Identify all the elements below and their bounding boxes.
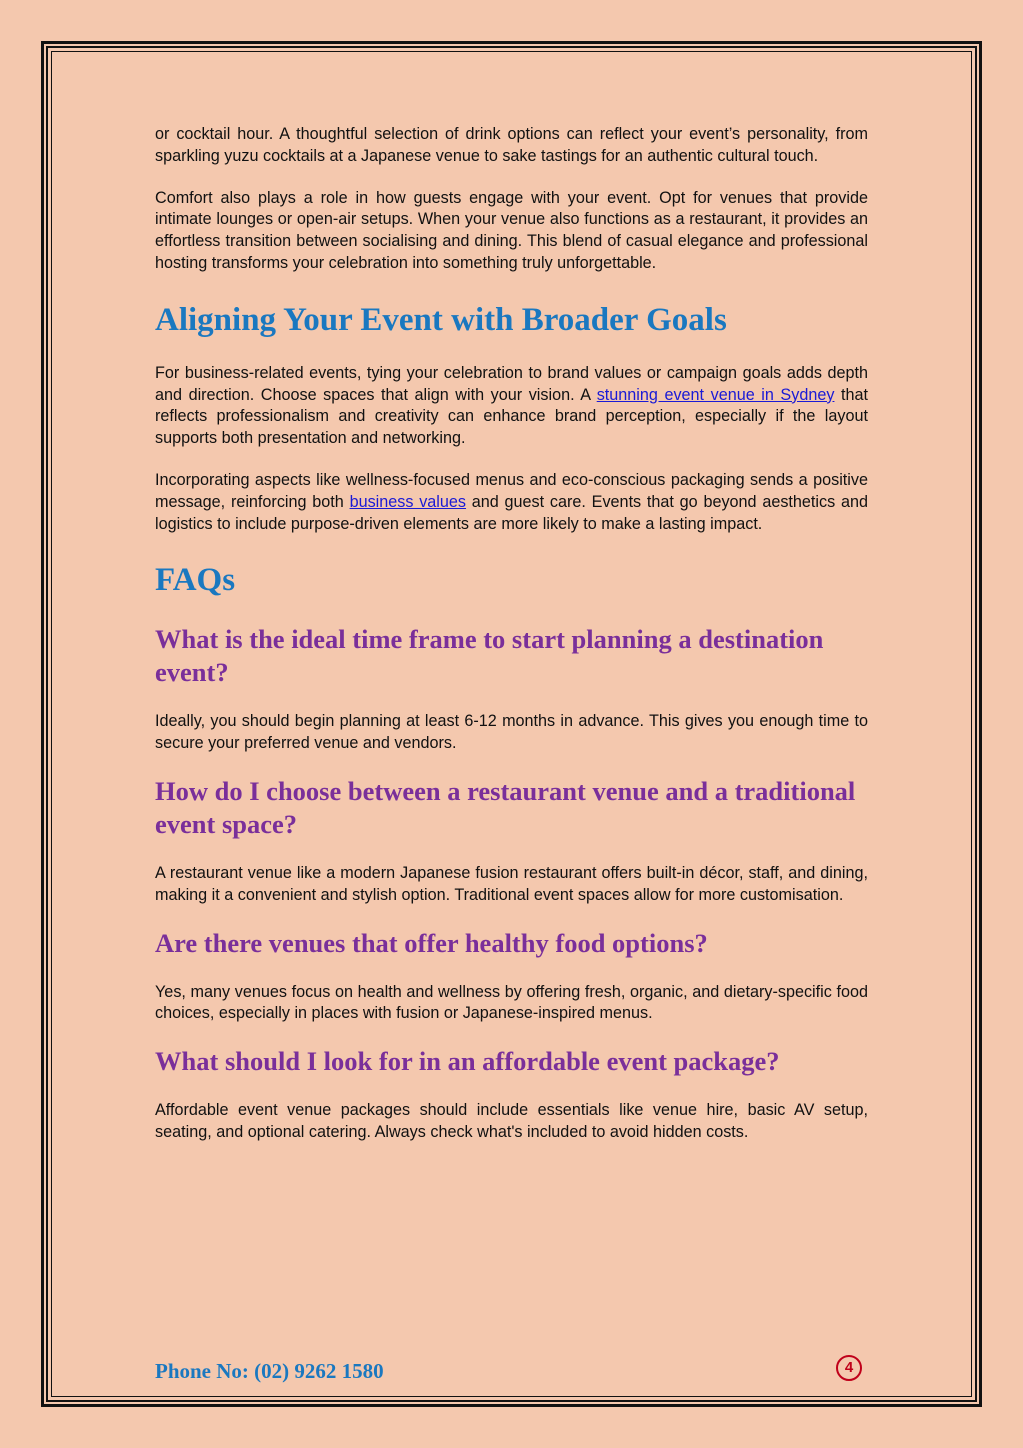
faq-question: Are there venues that offer healthy food options? xyxy=(155,927,708,958)
intro-paragraph-2: Comfort also plays a role in how guests engage with your event. Opt for venues that provide intimate lounges or open-air setups. When your venue also functions as a restaurant, it provides an effortless transition between socialising and dining. This blend of casual elegance and professional hosting transforms your celebration into something truly unforgettable. xyxy=(155,188,868,272)
goals-p1-text-after: that reflects professionalism and creativity can enhance brand perception, especially if the layout supports both presentation and networking. xyxy=(155,385,868,448)
section-heading-goals: Aligning Your Event with Broader Goals xyxy=(155,301,727,338)
faq-question: How do I choose between a restaurant venue and a traditional event space? xyxy=(155,775,856,839)
faq-question: What should I look for in an affordable event package? xyxy=(155,1046,780,1077)
footer-phone: Phone No: (02) 9262 1580 xyxy=(155,1359,384,1383)
venue-sydney-link[interactable]: stunning event venue in Sydney xyxy=(596,385,835,404)
goals-paragraph-1 xyxy=(155,363,868,450)
intro-paragraph-1: or cocktail hour. A thoughtful selection of drink options can reflect your event’s personality, from sparkling yuzu cocktails at a Japanese venue to sake tastings for an authentic cultural touch. xyxy=(155,125,868,165)
goals-p2-text-before: Incorporating aspects like wellness-focused menus and eco-conscious packaging sends a positive message, reinforcing both xyxy=(155,470,868,511)
faq-question: What is the ideal time frame to start planning a destination event? xyxy=(155,624,824,688)
faq-answer: Ideally, you should begin planning at least 6-12 months in advance. This gives you enough time to secure your preferred venue and vendors. xyxy=(155,712,868,753)
document-body xyxy=(155,124,868,1164)
goals-paragraph-2 xyxy=(155,470,868,535)
faq-answer: Yes, many venues focus on health and wellness by offering fresh, organic, and dietary-specific food choices, especially in places with fusion or Japanese-inspired menus. xyxy=(155,982,868,1023)
faq-answer: Affordable event venue packages should include essentials like venue hire, basic AV setup, seating, and optional catering. Always check what's included to avoid hidden costs. xyxy=(155,1101,868,1141)
page-number-badge: 4 xyxy=(836,1355,862,1381)
faq-answer: A restaurant venue like a modern Japanese fusion restaurant offers built-in décor, staff, and dining, making it a convenient and stylish option. Traditional event spaces allow for more customisation. xyxy=(155,863,868,904)
business-values-link[interactable]: business values xyxy=(349,492,467,511)
section-heading-faqs: FAQs xyxy=(155,562,236,599)
goals-p2-text-after: and guest care. Events that go beyond aesthetics and logistics to include purpose-driven elements are more likely to make a lasting impact. xyxy=(155,492,868,533)
goals-p1-text-before: For business-related events, tying your celebration to brand values or campaign goals adds depth and direction. Choose spaces that align with your vision. A xyxy=(155,363,868,404)
